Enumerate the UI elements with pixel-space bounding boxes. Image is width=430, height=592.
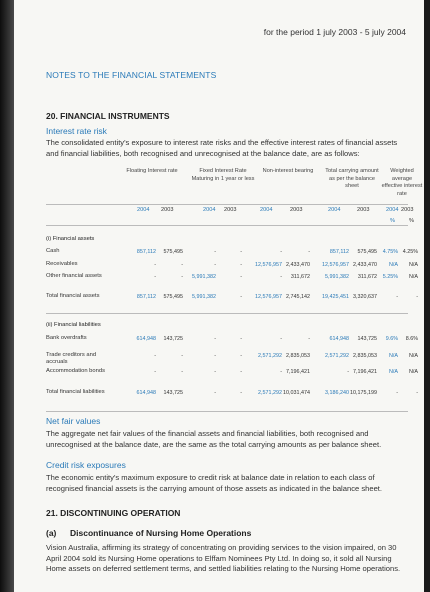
table-cell: 143,725 [357,336,377,342]
table-cell: N/A [389,353,398,359]
table-cell: - [240,262,242,268]
table-cell: - [214,353,216,359]
table-cell: 2,571,292 [325,353,349,359]
col-head-fixed: Fixed Interest Rate Maturing in 1 year or less [191,168,255,182]
table-cell: 12,576,957 [255,294,282,300]
table-cell: 3,320,637 [353,294,377,300]
table-cell: 857,112 [329,249,349,255]
table-cell: - [396,390,398,396]
table-cell: 19,425,451 [322,294,349,300]
liabilities-heading: (ii) Financial liabilities [46,322,101,328]
row-label: Trade creditors and accruals [46,352,97,365]
table-cell: - [154,369,156,375]
table-cell: N/A [409,262,418,268]
table-cell: 2,571,292 [258,353,282,359]
interest-rate-risk-heading: Interest rate risk [46,126,107,136]
table-cell: 5.25% [382,274,398,280]
year-2004: 2004 [386,207,399,213]
net-fair-values-heading: Net fair values [46,416,101,426]
table-cell: - [308,249,310,255]
table-cell: 857,112 [136,294,156,300]
table-cell: - [240,274,242,280]
table-cell: 8.6% [405,336,418,342]
table-cell: N/A [409,353,418,359]
table-cell: - [181,353,183,359]
table-cell: - [308,336,310,342]
table-cell: - [240,353,242,359]
discontinuing-text: Vision Australia, affirming its strategy of concentrating on providing services to the vision impaired, on 30 April 2004 sold its Nursing Home operations to Elffam Nominees Pty Ltd. In doing so, it sold all Nursing Home assets on deferred settlement terms, and settled liabilities relating to the Nursing Home operations. [46,543,401,573]
table-cell: 4.75% [382,249,398,255]
table-cell: 575,495 [163,249,183,255]
table-cell: 10,031,474 [283,390,310,396]
col-head-total: Total carrying amount as per the balance sheet [325,168,379,189]
table-cell: 614,948 [329,336,349,342]
table-cell: 2,433,470 [353,262,377,268]
years-rule [46,225,408,226]
table-cell: N/A [409,369,418,375]
table-cell: 5,991,382 [192,274,216,280]
year-2003: 2003 [224,207,237,213]
year-2004: 2004 [203,207,216,213]
table-cell: 2,835,053 [353,353,377,359]
table-cell: - [240,249,242,255]
table-cell: 575,495 [163,294,183,300]
table-cell: - [214,249,216,255]
table-cell: 2,433,470 [286,262,310,268]
table-cell: - [154,274,156,280]
table-cell: 10,175,199 [350,390,377,396]
table-cell: 5,991,382 [192,294,216,300]
table-cell: - [214,262,216,268]
year-2004: 2004 [260,207,273,213]
table-cell: 2,571,292 [258,390,282,396]
table-cell: - [280,274,282,280]
table-cell: - [347,369,349,375]
table-cell: 12,576,957 [255,262,282,268]
row-label: Total financial assets [46,293,100,299]
table-cell: - [396,294,398,300]
notes-title: NOTES TO THE FINANCIAL STATEMENTS [46,70,217,80]
table-cell: - [280,369,282,375]
table-cell: 9.6% [385,336,398,342]
row-label: Cash [46,248,60,254]
col-head-floating: Floating Interest rate [126,168,178,174]
subsection-label: (a) [46,528,57,538]
page-edge-shadow [0,0,14,592]
table-cell: - [280,336,282,342]
table-cell: 614,948 [136,336,156,342]
assets-heading: (i) Financial assets [46,236,95,242]
table-cell: 857,112 [136,249,156,255]
credit-risk-text: The economic entity's maximum exposure to credit risk at balance date in relation to each class of recognised financial assets is the carrying amount of those assets as indicated in the balance sheet. [46,473,383,493]
row-label: Receivables [46,261,78,267]
table-cell: 2,835,053 [286,353,310,359]
table-cell: - [181,369,183,375]
row-label: Other financial assets [46,273,102,279]
year-2003: 2003 [401,207,414,213]
table-cell: 143,725 [163,390,183,396]
table-cell: 12,576,957 [322,262,349,268]
net-fair-values-text: The aggregate net fair values of the financial assets and financial liabilities, both recognised and unrecognised at the balance date, are the same as the total carrying amounts as per balance sheet. [46,429,382,449]
table-cell: 2,745,142 [286,294,310,300]
year-2004: 2004 [137,207,150,213]
table-cell: - [181,262,183,268]
period-header: for the period 1 july 2003 - 5 july 2004 [263,27,406,37]
table-cell: N/A [389,262,398,268]
row-label: Total financial liabilities [46,389,105,395]
table-cell: - [240,294,242,300]
row-label: Bank overdrafts [46,335,87,341]
table-cell: - [280,249,282,255]
col-head-non-interest: Non-interest bearing [262,168,314,174]
unit-percent: % [390,218,395,224]
table-cell: 575,495 [357,249,377,255]
table-cell: - [181,274,183,280]
table-cell: - [240,336,242,342]
table-cell: N/A [409,274,418,280]
header-rule [46,204,408,205]
document-page [14,0,424,592]
table-cell: - [240,390,242,396]
section-21-heading: 21. DISCONTINUING OPERATION [46,508,181,518]
table-cell: 7,196,421 [286,369,310,375]
row-label: Accommodation bonds [46,368,105,374]
section-20-heading: 20. FINANCIAL INSTRUMENTS [46,111,170,121]
table-cell: 614,948 [136,390,156,396]
year-2003: 2003 [161,207,174,213]
table-cell: - [240,369,242,375]
col-head-weighted: Weighted average effective interest rate [381,168,423,197]
table-cell: 5,991,382 [325,274,349,280]
year-2004: 2004 [328,207,341,213]
table-cell: N/A [389,369,398,375]
table-bottom-rule [46,411,408,412]
table-cell: 7,196,421 [353,369,377,375]
table-cell: 143,725 [163,336,183,342]
table-cell: - [214,369,216,375]
table-cell: - [154,262,156,268]
table-cell: - [154,353,156,359]
unit-percent: % [409,218,414,224]
table-cell: 3,186,240 [325,390,349,396]
table-cell: 311,672 [290,274,310,280]
table-cell: 311,672 [357,274,377,280]
table-cell: - [214,390,216,396]
interest-rate-risk-text: The consolidated entity's exposure to interest rate risks and the effective interest rates of financial assets and financial liabilities, both recognised and unrecognised at the balance date, are as follows: [46,138,398,158]
table-cell: - [416,294,418,300]
table-cell: - [214,336,216,342]
subsection-heading: Discontinuance of Nursing Home Operations [70,528,252,538]
year-2003: 2003 [290,207,303,213]
table-cell: 4.25% [402,249,418,255]
credit-risk-heading: Credit risk exposures [46,460,126,470]
year-2003: 2003 [357,207,370,213]
section-rule [46,313,408,314]
table-cell: - [416,390,418,396]
